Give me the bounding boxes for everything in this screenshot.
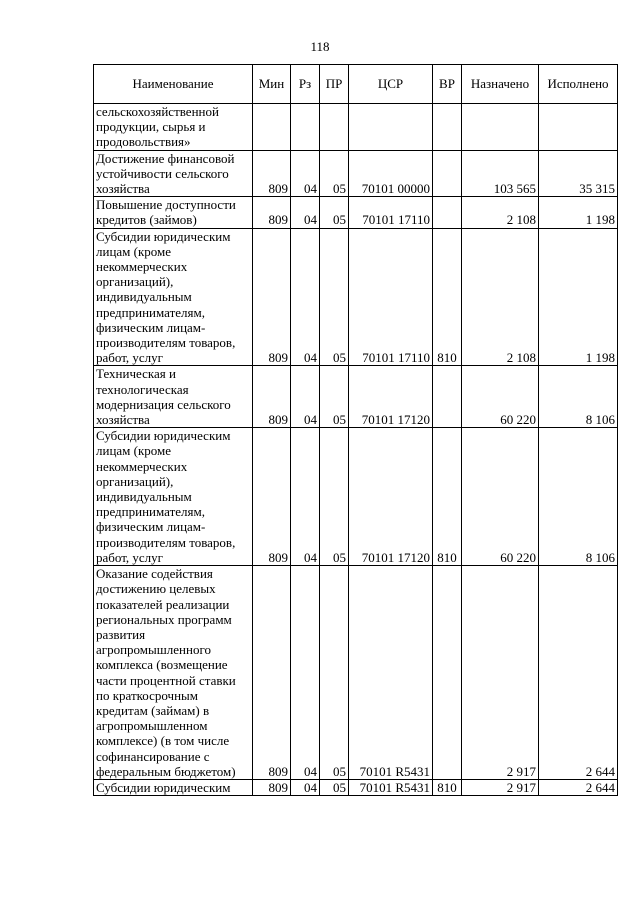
- col-header-name: Наименование: [94, 65, 253, 104]
- cell-executed: 8 106: [539, 366, 618, 428]
- cell-name: Оказание содействия достижению целевых показателей реализации региональных программ развития агропромышленного комплекса (возмещение части процентной ставки по краткосрочным кредитам (займам) в агропромышленном комплексе) (в том числе софинансирование с федеральным бюджетом): [94, 566, 253, 780]
- cell-vr: [433, 197, 462, 228]
- cell-pr: 05: [320, 228, 349, 366]
- cell-vr: 810: [433, 779, 462, 795]
- cell-csr: 70101 R5431: [349, 566, 433, 780]
- cell-executed: 2 644: [539, 566, 618, 780]
- cell-rz: 04: [291, 150, 320, 197]
- col-header-executed: Исполнено: [539, 65, 618, 104]
- cell-executed: 1 198: [539, 228, 618, 366]
- cell-csr: 70101 00000: [349, 150, 433, 197]
- cell-vr: [433, 104, 462, 151]
- cell-rz: [291, 104, 320, 151]
- cell-rz: 04: [291, 228, 320, 366]
- table-row: [94, 197, 618, 228]
- cell-assigned: 60 220: [462, 366, 539, 428]
- header-row: [94, 65, 618, 104]
- table-row: [94, 228, 618, 366]
- cell-min: 809: [253, 150, 291, 197]
- cell-assigned: 2 917: [462, 779, 539, 795]
- cell-executed: 8 106: [539, 428, 618, 566]
- cell-name: Повышение доступности кредитов (займов): [94, 197, 253, 228]
- cell-csr: 70101 17120: [349, 428, 433, 566]
- cell-vr: 810: [433, 428, 462, 566]
- table-row: [94, 150, 618, 197]
- table-row: [94, 104, 618, 151]
- cell-name: Субсидии юридическим лицам (кроме некоммерческих организаций), индивидуальным предпринимателям, физическим лицам-производителям товаров, работ, услуг: [94, 228, 253, 366]
- cell-assigned: 2 108: [462, 228, 539, 366]
- cell-rz: 04: [291, 428, 320, 566]
- cell-rz: 04: [291, 197, 320, 228]
- cell-min: 809: [253, 366, 291, 428]
- cell-min: 809: [253, 197, 291, 228]
- col-header-rz: Рз: [291, 65, 320, 104]
- cell-vr: [433, 150, 462, 197]
- cell-name: Субсидии юридическим лицам (кроме некоммерческих организаций), индивидуальным предпринимателям, физическим лицам-производителям товаров, работ, услуг: [94, 428, 253, 566]
- cell-csr: 70101 R5431: [349, 779, 433, 795]
- cell-rz: 04: [291, 779, 320, 795]
- cell-executed: 1 198: [539, 197, 618, 228]
- cell-csr: [349, 104, 433, 151]
- cell-executed: [539, 104, 618, 151]
- cell-pr: 05: [320, 566, 349, 780]
- cell-min: 809: [253, 779, 291, 795]
- cell-executed: 35 315: [539, 150, 618, 197]
- cell-csr: 70101 17120: [349, 366, 433, 428]
- col-header-csr: ЦСР: [349, 65, 433, 104]
- cell-assigned: 2 108: [462, 197, 539, 228]
- cell-csr: 70101 17110: [349, 197, 433, 228]
- cell-assigned: 60 220: [462, 428, 539, 566]
- cell-assigned: 2 917: [462, 566, 539, 780]
- table-row: [94, 366, 618, 428]
- table-row: [94, 779, 618, 795]
- cell-name: сельскохозяйственной продукции, сырья и продовольствия»: [94, 104, 253, 151]
- cell-pr: 05: [320, 366, 349, 428]
- col-header-assigned: Назначено: [462, 65, 539, 104]
- cell-min: 809: [253, 428, 291, 566]
- cell-pr: [320, 104, 349, 151]
- cell-vr: [433, 366, 462, 428]
- cell-min: 809: [253, 228, 291, 366]
- cell-pr: 05: [320, 428, 349, 566]
- cell-name: Техническая и технологическая модернизация сельского хозяйства: [94, 366, 253, 428]
- table-body: [94, 104, 618, 796]
- cell-pr: 05: [320, 150, 349, 197]
- cell-rz: 04: [291, 566, 320, 780]
- cell-csr: 70101 17110: [349, 228, 433, 366]
- table-row: [94, 566, 618, 780]
- budget-table: [93, 64, 618, 796]
- cell-vr: [433, 566, 462, 780]
- cell-name: Достижение финансовой устойчивости сельского хозяйства: [94, 150, 253, 197]
- col-header-pr: ПР: [320, 65, 349, 104]
- cell-pr: 05: [320, 779, 349, 795]
- cell-min: 809: [253, 566, 291, 780]
- col-header-vr: ВР: [433, 65, 462, 104]
- table-row: [94, 428, 618, 566]
- cell-pr: 05: [320, 197, 349, 228]
- col-header-min: Мин: [253, 65, 291, 104]
- cell-executed: 2 644: [539, 779, 618, 795]
- page-number: 118: [310, 39, 330, 54]
- cell-rz: 04: [291, 366, 320, 428]
- cell-min: [253, 104, 291, 151]
- cell-assigned: [462, 104, 539, 151]
- cell-name: Субсидии юридическим: [94, 779, 253, 795]
- cell-vr: 810: [433, 228, 462, 366]
- cell-assigned: 103 565: [462, 150, 539, 197]
